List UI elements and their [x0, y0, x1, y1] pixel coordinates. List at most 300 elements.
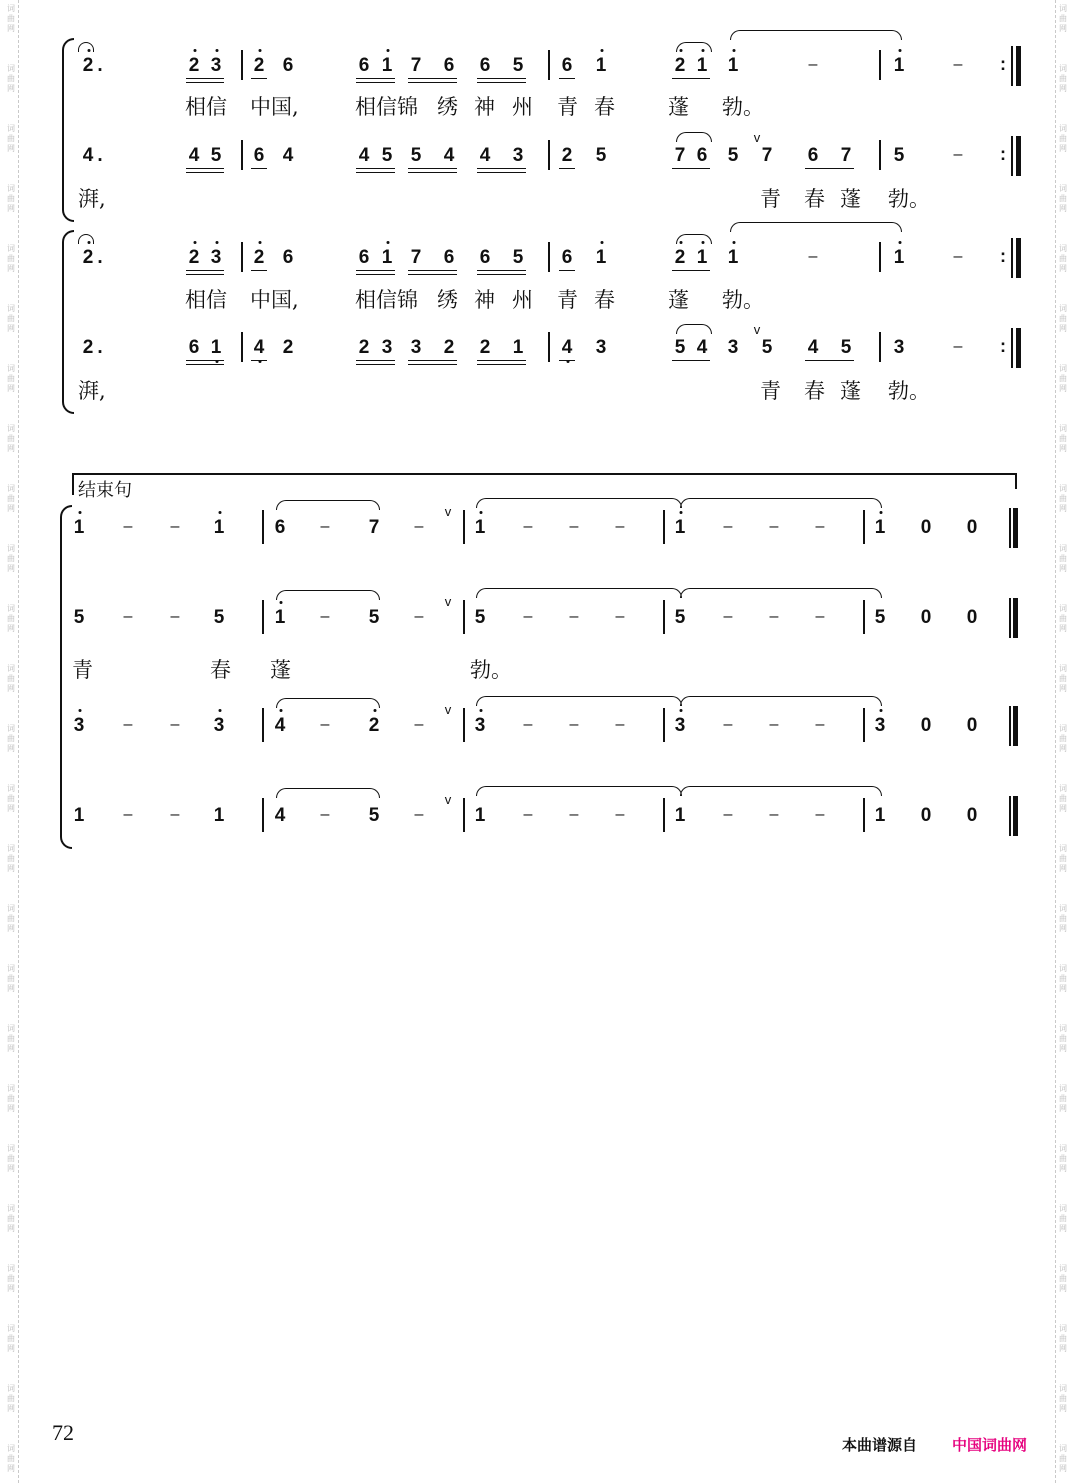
note: 3: [674, 715, 686, 736]
watermark-char: 词: [7, 964, 15, 973]
octave-dot-high: [216, 241, 219, 244]
watermark-char: 词: [7, 1444, 15, 1453]
note: 0: [966, 715, 978, 736]
note: 2: [253, 247, 265, 268]
note: 3: [874, 715, 886, 736]
watermark-char: 词: [7, 1024, 15, 1033]
underline-beam: [477, 82, 526, 83]
underline-beam: [356, 360, 395, 361]
note-aug-dot: .: [97, 247, 103, 268]
note: 5: [595, 145, 607, 166]
dash-hold: –: [569, 716, 579, 733]
credit-prefix: 本曲谱源自: [842, 1436, 918, 1454]
note: 3: [213, 715, 225, 736]
lyric-char: 春: [594, 95, 615, 119]
dash-hold: –: [769, 518, 779, 535]
watermark-char: 曲: [7, 194, 15, 203]
system1-brace-lower: [62, 230, 74, 414]
watermark-char: 词: [1059, 904, 1067, 913]
watermark-char: 曲: [7, 1034, 15, 1043]
note: 6: [282, 55, 294, 76]
double-bar-thin: [1011, 328, 1013, 368]
octave-dot-high: [219, 709, 222, 712]
repeat-dots: :: [1000, 54, 1006, 74]
watermark-char: 词: [1059, 484, 1067, 493]
double-bar-thick: [1016, 136, 1021, 176]
barline: [863, 798, 865, 832]
tie-slur: [78, 42, 94, 52]
barline: [879, 242, 881, 272]
tie-slur: [676, 132, 712, 142]
watermark-char: 词: [1059, 424, 1067, 433]
note: 1: [474, 805, 486, 826]
note: 4: [561, 337, 573, 358]
watermark-char: 网: [7, 1044, 15, 1053]
note: 1: [474, 517, 486, 538]
note: 5: [727, 145, 739, 166]
watermark-char: 词: [7, 1144, 15, 1153]
tie-slur: [676, 234, 712, 244]
note: 4: [807, 337, 819, 358]
note: 2: [188, 247, 200, 268]
watermark-char: 词: [1059, 304, 1067, 313]
watermark-char: 网: [1059, 864, 1067, 873]
dash-hold: –: [170, 608, 180, 625]
note: 5: [761, 337, 773, 358]
dash-hold: –: [569, 608, 579, 625]
note: 6: [561, 247, 573, 268]
underline-beam: [408, 82, 457, 83]
lyric-char: 勃。: [722, 95, 764, 119]
watermark-char: 网: [1059, 264, 1067, 273]
double-bar-thin: [1011, 46, 1013, 86]
watermark-char: 网: [1059, 564, 1067, 573]
watermark-char: 曲: [7, 554, 15, 563]
octave-dot-high: [680, 241, 683, 244]
watermark-char: 网: [1059, 984, 1067, 993]
dash-hold: –: [953, 338, 963, 355]
watermark-char: 曲: [1059, 314, 1067, 323]
watermark-char: 网: [1059, 1404, 1067, 1413]
watermark-char: 词: [7, 124, 15, 133]
lyric-char: 相信: [185, 288, 227, 312]
underline-beam: [477, 78, 526, 79]
lyric-char: 勃。: [888, 187, 930, 211]
watermark-char: 曲: [7, 494, 15, 503]
note: 1: [727, 247, 739, 268]
octave-dot-high: [79, 511, 82, 514]
underline-beam: [408, 172, 457, 173]
lyric-start: 湃,: [78, 187, 106, 211]
barline: [262, 798, 264, 832]
watermark-char: 网: [7, 324, 15, 333]
watermark-char: 网: [7, 744, 15, 753]
barline: [463, 798, 465, 832]
watermark-char: 词: [7, 1084, 15, 1093]
dash-hold: –: [808, 248, 818, 265]
note: 1: [874, 805, 886, 826]
lyric-char: 春: [804, 379, 825, 403]
note: 0: [966, 805, 978, 826]
note: 5: [73, 607, 85, 628]
note: 0: [920, 805, 932, 826]
note: 4: [274, 805, 286, 826]
watermark-char: 网: [1059, 624, 1067, 633]
dash-hold: –: [414, 716, 424, 733]
note: 5: [410, 145, 422, 166]
watermark-char: 词: [7, 184, 15, 193]
watermark-char: 词: [1059, 364, 1067, 373]
watermark-char: 词: [1059, 124, 1067, 133]
note: 3: [381, 337, 393, 358]
watermark-char: 曲: [1059, 1454, 1067, 1463]
watermark-char: 网: [1059, 204, 1067, 213]
note: 7: [410, 247, 422, 268]
note: 6: [274, 517, 286, 538]
watermark-char: 网: [1059, 1284, 1067, 1293]
watermark-char: 网: [7, 804, 15, 813]
dash-hold: –: [815, 518, 825, 535]
barline: [262, 708, 264, 742]
note: 2: [82, 337, 94, 358]
watermark-char: 网: [7, 144, 15, 153]
note: 5: [368, 805, 380, 826]
watermark-char: 词: [1059, 64, 1067, 73]
lyric-char: 州: [512, 95, 533, 119]
barline: [863, 708, 865, 742]
note-aug-dot: .: [97, 145, 103, 166]
underline-beam: [477, 360, 526, 361]
octave-dot-high: [387, 241, 390, 244]
note: 1: [73, 805, 85, 826]
repeat-dots: :: [1000, 336, 1006, 356]
barline: [663, 708, 665, 742]
section-bracket-top: [72, 473, 1016, 475]
barline: [863, 510, 865, 544]
underline-beam: [477, 270, 526, 271]
note: 6: [807, 145, 819, 166]
note: 5: [674, 337, 686, 358]
lyric-char: 蓬: [840, 187, 861, 211]
watermark-char: 曲: [7, 614, 15, 623]
underline-beam: [672, 360, 710, 361]
tie-slur: [476, 696, 682, 706]
watermark-char: 曲: [7, 434, 15, 443]
watermark-char: 曲: [7, 374, 15, 383]
watermark-char: 网: [7, 1404, 15, 1413]
barline: [548, 50, 550, 80]
note: 2: [479, 337, 491, 358]
tie-slur: [680, 588, 882, 598]
tie-slur: [276, 788, 380, 798]
note: 7: [368, 517, 380, 538]
tie-slur: [276, 500, 380, 510]
octave-dot-high: [259, 241, 262, 244]
underline-beam: [559, 360, 575, 361]
dash-hold: –: [414, 518, 424, 535]
lyric-char: 青: [760, 379, 781, 403]
watermark-char: 曲: [1059, 1334, 1067, 1343]
watermark-char: 词: [1059, 784, 1067, 793]
watermark-char: 网: [1059, 324, 1067, 333]
breath-mark: v: [444, 504, 452, 519]
tie-slur: [730, 30, 902, 40]
octave-dot-high: [601, 49, 604, 52]
watermark-char: 网: [7, 504, 15, 513]
dash-hold: –: [123, 716, 133, 733]
double-bar-thin: [1011, 238, 1013, 278]
dash-hold: –: [569, 518, 579, 535]
note: 2: [82, 55, 94, 76]
credit-site-link[interactable]: 中国词曲网: [952, 1436, 1028, 1454]
watermark-char: 网: [1059, 1464, 1067, 1473]
note: 6: [479, 247, 491, 268]
watermark-char: 网: [7, 24, 15, 33]
octave-dot-high: [880, 709, 883, 712]
watermark-char: 曲: [1059, 1034, 1067, 1043]
watermark-char: 曲: [7, 1274, 15, 1283]
lyric-char: 蓬: [270, 658, 291, 682]
note: 1: [213, 517, 225, 538]
octave-dot-high: [194, 49, 197, 52]
lyric-char: 相信锦: [355, 95, 418, 119]
barline: [863, 600, 865, 634]
note: 6: [188, 337, 200, 358]
barline: [879, 140, 881, 170]
breath-mark: v: [444, 792, 452, 807]
lyric-char: 蓬: [668, 95, 689, 119]
barline: [241, 50, 243, 80]
repeat-dots: :: [1000, 246, 1006, 266]
watermark-char: 词: [7, 64, 15, 73]
underline-beam: [356, 172, 395, 173]
watermark-char: 网: [1059, 744, 1067, 753]
tie-slur: [78, 234, 94, 244]
breath-mark: v: [444, 594, 452, 609]
octave-dot-low: [216, 360, 219, 363]
watermark-char: 词: [1059, 1144, 1067, 1153]
note: 7: [410, 55, 422, 76]
octave-dot-high: [79, 709, 82, 712]
tie-slur: [676, 42, 712, 52]
watermark-char: 曲: [1059, 974, 1067, 983]
note: 4: [696, 337, 708, 358]
dash-hold: –: [953, 248, 963, 265]
watermark-char: 词: [7, 544, 15, 553]
barline: [262, 510, 264, 544]
dash-hold: –: [953, 56, 963, 73]
note: 7: [761, 145, 773, 166]
lyric-char: 州: [512, 288, 533, 312]
lyric-start: 湃,: [78, 379, 106, 403]
watermark-char: 网: [7, 864, 15, 873]
watermark-char: 曲: [1059, 1214, 1067, 1223]
underline-beam: [186, 78, 224, 79]
underline-beam: [477, 364, 526, 365]
watermark-char: 词: [1059, 4, 1067, 13]
watermark-char: 曲: [1059, 134, 1067, 143]
watermark-char: 词: [7, 1384, 15, 1393]
underline-beam: [186, 360, 224, 361]
watermark-char: 曲: [1059, 734, 1067, 743]
barline: [663, 798, 665, 832]
watermark-char: 曲: [1059, 1154, 1067, 1163]
lyric-char: 蓬: [840, 379, 861, 403]
note: 1: [512, 337, 524, 358]
octave-dot-high: [899, 49, 902, 52]
note: 1: [893, 55, 905, 76]
dash-hold: –: [723, 518, 733, 535]
lyric-char: 青: [760, 187, 781, 211]
dash-hold: –: [170, 716, 180, 733]
dash-hold: –: [769, 716, 779, 733]
lyric-char: 青: [72, 658, 93, 682]
tie-slur: [680, 786, 882, 796]
dash-hold: –: [320, 806, 330, 823]
final-bar-thick: [1013, 706, 1018, 746]
watermark-char: 曲: [1059, 1094, 1067, 1103]
note: 4: [82, 145, 94, 166]
note: 2: [358, 337, 370, 358]
note: 3: [474, 715, 486, 736]
note: 1: [674, 517, 686, 538]
watermark-char: 网: [7, 1464, 15, 1473]
lyric-char: 春: [804, 187, 825, 211]
note-aug-dot: .: [97, 55, 103, 76]
underline-beam: [559, 168, 575, 169]
note: 0: [920, 517, 932, 538]
watermark-char: 词: [1059, 1324, 1067, 1333]
watermark-char: 网: [7, 1224, 15, 1233]
watermark-char: 词: [7, 424, 15, 433]
underline-beam: [251, 168, 267, 169]
note: 1: [696, 247, 708, 268]
final-bar-thick: [1013, 508, 1018, 548]
watermark-char: 曲: [7, 1154, 15, 1163]
note: 4: [443, 145, 455, 166]
watermark-char: 词: [7, 1204, 15, 1213]
note: 6: [358, 247, 370, 268]
watermark-char: 词: [7, 4, 15, 13]
octave-dot-high: [259, 49, 262, 52]
final-bar-thin: [1009, 508, 1011, 548]
lyric-char: 相信锦: [355, 288, 418, 312]
dash-hold: –: [414, 608, 424, 625]
note: 4: [282, 145, 294, 166]
tie-slur: [680, 498, 882, 508]
octave-dot-high: [88, 49, 91, 52]
underline-beam: [408, 168, 457, 169]
note: 4: [188, 145, 200, 166]
lyric-char: 绣: [437, 288, 458, 312]
watermark-char: 网: [1059, 1104, 1067, 1113]
dash-hold: –: [615, 716, 625, 733]
octave-dot-high: [680, 511, 683, 514]
system1-brace-upper: [62, 38, 74, 222]
left-margin-watermark: [4, 0, 19, 1483]
note: 5: [210, 145, 222, 166]
dash-hold: –: [953, 146, 963, 163]
note-aug-dot: .: [97, 337, 103, 358]
note: 5: [474, 607, 486, 628]
watermark-char: 曲: [7, 854, 15, 863]
dash-hold: –: [523, 608, 533, 625]
note: 2: [674, 247, 686, 268]
octave-dot-high: [374, 709, 377, 712]
note: 7: [674, 145, 686, 166]
note: 4: [358, 145, 370, 166]
right-margin-watermark: [1055, 0, 1070, 1483]
barline: [463, 600, 465, 634]
note: 0: [966, 517, 978, 538]
repeat-dots: :: [1000, 144, 1006, 164]
watermark-char: 词: [1059, 1444, 1067, 1453]
note: 3: [210, 247, 222, 268]
underline-beam: [408, 274, 457, 275]
octave-dot-high: [601, 241, 604, 244]
watermark-char: 网: [7, 264, 15, 273]
dash-hold: –: [723, 716, 733, 733]
barline: [241, 140, 243, 170]
octave-dot-high: [280, 601, 283, 604]
underline-beam: [251, 270, 267, 271]
note: 0: [966, 607, 978, 628]
barline: [879, 332, 881, 362]
watermark-char: 词: [7, 1264, 15, 1273]
note: 4: [253, 337, 265, 358]
watermark-char: 网: [1059, 384, 1067, 393]
final-bar-thick: [1013, 598, 1018, 638]
underline-beam: [186, 364, 224, 365]
note: 3: [210, 55, 222, 76]
final-bar-thin: [1009, 598, 1011, 638]
watermark-char: 网: [7, 384, 15, 393]
dash-hold: –: [523, 716, 533, 733]
note: 6: [253, 145, 265, 166]
dash-hold: –: [769, 608, 779, 625]
octave-dot-high: [194, 241, 197, 244]
watermark-char: 词: [7, 904, 15, 913]
watermark-char: 曲: [1059, 1394, 1067, 1403]
watermark-char: 词: [1059, 1264, 1067, 1273]
note: 2: [443, 337, 455, 358]
octave-dot-low: [259, 360, 262, 363]
watermark-char: 词: [1059, 664, 1067, 673]
barline: [663, 510, 665, 544]
watermark-char: 网: [1059, 684, 1067, 693]
note: 4: [274, 715, 286, 736]
dash-hold: –: [320, 716, 330, 733]
watermark-char: 词: [1059, 844, 1067, 853]
dash-hold: –: [170, 806, 180, 823]
watermark-char: 词: [7, 244, 15, 253]
note: 6: [561, 55, 573, 76]
note: 2: [282, 337, 294, 358]
tie-slur: [476, 786, 682, 796]
note: 6: [358, 55, 370, 76]
watermark-char: 曲: [1059, 554, 1067, 563]
final-bar-thick: [1013, 796, 1018, 836]
lyric-char: 中国,: [250, 288, 299, 312]
underline-beam: [559, 270, 575, 271]
lyric-char: 勃。: [888, 379, 930, 403]
watermark-char: 曲: [7, 674, 15, 683]
watermark-char: 曲: [7, 1394, 15, 1403]
watermark-char: 网: [7, 924, 15, 933]
watermark-char: 曲: [1059, 374, 1067, 383]
watermark-char: 词: [7, 844, 15, 853]
note: 2: [188, 55, 200, 76]
